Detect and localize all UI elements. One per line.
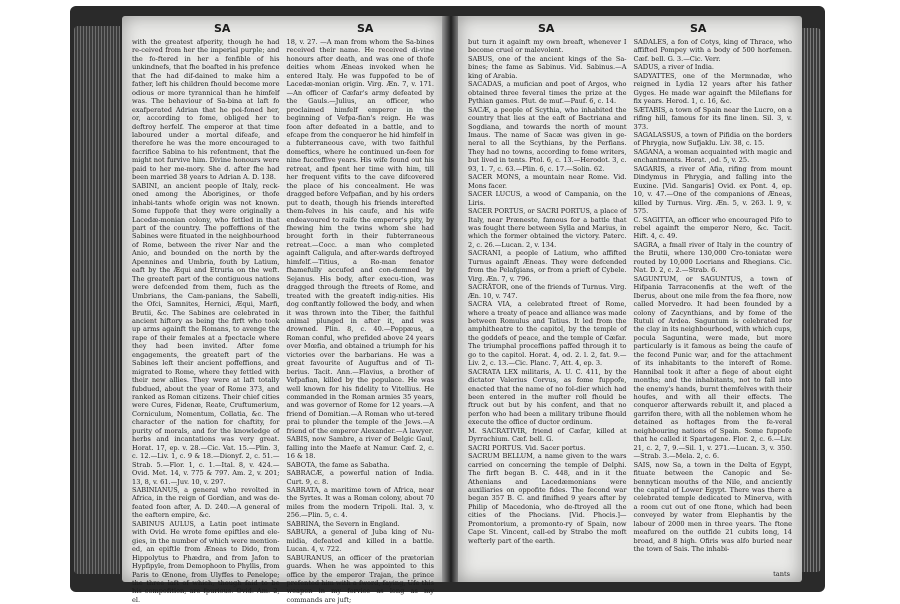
right-page-edges [799,28,821,572]
left-column-2 [286,38,435,604]
entry-sacrata-lex: SACRATA LEX militaris, A. U. C. 411, by the dictator Valerius Corvus, as fome fuppofe, enacted that the name of no fol-dier which had been entered in the mufter roll fhould be ftruck out but by his confent, and that no perfon who had been a military tribune fhould execute the office of ductor ordinum. [468,367,627,427]
right-page [458,16,802,582]
right-column-2 [634,38,793,576]
entry-sacer-mons: SACER MONS, a mountain near Rome. Vid. Mons facer. [468,173,627,190]
entry-sacrani: SACRANI, a people of Latium, who affifted Turnus againft Æneas. They were defcended from the Pelafgians, or from a prieft of Cybele. Virg. Æn. 7, v. 796. [468,249,627,283]
entry-saetabis: SÆTABIS, a town of Spain near the Lucro, on a rifing hill, famous for its fine linen. Sil. 3, v. 373. [633,105,792,131]
right-inner-head: SA [538,22,555,35]
entry-sacer-lucus: SACER LUCUS, a wood of Campania, on the Liris. [468,190,627,207]
right-outer-head: SA [690,22,707,35]
entry-sabura: SABURA, a general of Juba king of Nu-midia, defeated and killed in a battle. Lucan. 4, v. 722. [286,528,434,554]
entry-sadyattes: SADYATTES, one of the Mermnadæ, who reigned in Lydia 12 years after his father Gyges. He made war againft the Milefians for fix years. Herod. 1, c. 16, &c. [633,71,792,106]
entry-sabus: SABUS, one of the ancient kings of the Sa-bines; the fame as Sabinus. Vid. Sabinus.—A king of Arabia. [468,54,627,80]
entry-sacrativir: M. SACRATIVIR, friend of Cæfar, killed at Dyrrachium. Cæf. bell. G. [468,426,627,444]
entry-sais: SAIS, now Sa, a town in the Delta of Egypt, fituate between the Canopic and Se-bennytican mouths of the Nile, and anciently the capital of Lower Egypt. There was there a celebrated temple dedicated to Minerva, with a room cut out of one ftone, which had been conveyed by water from Elephantis by the labour of 2000 men in three years. The ftone meafured on the outfide 21 cubits long, 14 broad, and 8 high. Ofiris was alfo buried near the town of Sais. The inhabi- [633,460,792,554]
catchword: tants [773,570,790,578]
entry-sabinus-aulus: SABINUS AULUS, a Latin poet intimate with Ovid. He wrote fome epiftles and ele-gies, in the number of which were mention-ed, an epiftle from Æneas to Dido, from Hippolytus to Phædra, and from Jafon to Hypfipyle, from Demophoon to Phyllis, from Paris to Œnone, from Ulyffes to Penelope; the three laft of which, though faid to be his compofition, are fpurious. Ovid. Am. 2, el. [132,519,280,604]
entry-sadus: SADUS, a river of India. [633,63,714,72]
entry-sacrator: SACRĀTOR, one of the friends of Turnus. Virg. Æn. 10, v. 747. [468,283,627,300]
entry-sacrum-bellum: SACRUM BELLUM, a name given to the wars carried on concerning the temple of Delphi. The firft began B. C. 448, and in it the Athenians and Lacedæmonians were auxiliaries on oppofite fides. The fecond war began 357 B. C. and finifhed 9 years after by Philip of Macedonia, who de-ftroyed all the cities of the Phocians. [Vid. Phocis.]—Promontorium, a promonto-ry of Spain, now Cape St. Vincent, call-ed by Strabo the moft wefterly part of the earth. [468,452,627,545]
entry-saguntum: SAGUNTUM, or SAGUNTUS, a town of Hifpania Tarraconenfis at the weft of the Iberus, about one mile from the fea fhore, now called Morvedro. It had been founded by a colony of Zacynthians, and by fome of the Rutuli of Ardea. Saguntum is celebrated for the clay in its neighbourhood, with which cups, pocula Saguntina, were made, but more particularly is it famous as being the caufe of the fecond Punic war, and for the attachment of its inhabitants to the intereft of Rome. Hannibal took it after a fiege of about eight months; and the inhabitants, not to fall into the enemy's hands, burnt themfelves with their houfes, and with all their effects. The conqueror afterwards rebuilt it, and placed a garrifon there, with all the noblemen whom he detained as hoftages from the fe-veral neighbouring nations of Spain. Some fuppofe that he called it Spartagene. Flor. 2, c. 6.—Liv. 21, c. 2, 7, 9.—Sil. 1, v. 271.—Lucan. 3, v. 350.—Strab. 3.—Mela. 2, c. 6. [633,274,792,461]
entry-sacra-via: SACRA VIA, a celebrated ftreet of Rome, where a treaty of peace and alliance was made between Romulus and Tatius. It led from the amphitheatre to the capitol, by the temple of the goddefs of peace, and the temple of Cæfar. The triumphal proceffions paffed through it to go to the capitol. Horat. 4, od. 2. l. 2, fat. 9.—Liv. 2, c. 13.—Cic. Planc. 7, Att. 4, ep. 3. [468,300,627,368]
entry-sabina-cont: with the greatest afperity, though he had re-ceived from her the imperial purple; and the fo-ftered in her a fenfible of his unkindnefs, that fhe boafted in his prefence that fhe had dif-dained to make him a father, left his children fhould become more odious or more tyrannical than he himfelf was. The behaviour of Sa-bina at laft fo exafperated Adrian that he poi-foned her, or, according to fome, obliged her to deftroy herfelf. The emperor at that time laboured under a mortal difeafe, and therefore he was the more encouraged to facrifice Sabina to his refentment, that fhe might not furvive him. Divine honours were paid to her me-mory. She d. after fhe had been married 38 years to Adrian A. D. 138. [132,38,280,182]
entry-sacer-portus: SACER PORTUS, or SACRI PORTUS, a place of Italy, near Præneste, famous for a battle that was fought there between Sylla and Marius, in which the former obtained the victory. Paterc. 2, c. 26.—Lucan. 2, v. 134. [468,207,627,249]
entry-saburanus: SABURANUS, an officer of the prætorian guards. When he was appointed to this office by the emperor Trajan, the prince prefented him with a fword, faying, Ufe this weapon in my fervice as long as my commands are juft; [286,553,434,604]
right-column-1 [468,38,627,576]
entry-sagra: SAGRA, a fmall river of Italy in the country of the Brutii, where 130,000 Cro-toniatæ were routed by 10,000 Locrians and Rhegians. Cic. Nat. D. 2, c. 2.—Strab. 6. [633,240,792,275]
entry-sadales: SADALES, a fon of Cotys, king of Thrace, who affifted Pompey with a body of 500 horfemen. Cæf. bell. G. 3.—Cic. Verr. [633,38,792,63]
left-column-1 [132,38,280,604]
entry-saburanus-cont: but turn it againft my own breaft, whenever I become cruel or malevolent. [468,38,627,55]
entry-sagalassus: SAGALASSUS, a town of Pifidia on the borders of Phrygia, now Sufjaklu. Liv. 38, c. 15. [633,130,792,148]
left-page [122,16,444,604]
entry-sabrata: SABRATA, a maritime town of Africa, near the Syrtes. It was a Roman colony, about 70 miles from the modern Tripoli. Ital. 3, v. 256.—Plin. 5, c. 4. [286,486,434,520]
entry-sabracae: SABRACÆ, a powerful nation of India. Curt. 9, c. 8. [286,469,434,486]
entry-sacae: SACÆ, a people of Scythia, who inhabited the country that lies at the eaft of Bactriana and Sogdiana, and towards the north of mount Imaus. The name of Sacæ was given in ge-neral to all the Scythians, by the Perfians. They had no towns, according to fome writers, but lived in tents. Ptol. 6, c. 13.—Herodot. 3, c. 93, 1. 7, c. 63.—Plin. 6, c. 17.—Solin. 62. [468,105,627,173]
right-running-head [458,22,802,36]
entry-sabota: SABOTA, the fame as Sabatha. [286,460,390,469]
entry-sabrina: SABRINA, the Severn in England. [286,519,400,528]
entry-sacadas: SACADAS, a mufician and poet of Argos, who obtained three feveral times the prize at the Pythian games. Plut. de muf.—Pauf. 6, c. 14. [468,80,627,106]
left-inner-head: SA [357,22,374,35]
left-running-head [122,22,444,36]
left-page-edges [74,26,120,574]
left-outer-head: SA [214,22,231,35]
entry-sagitta: C. SAGITTA, an officer who encouraged Pifo to rebel againft the emperor Nero, &c. Tacit. Hift. 4, c. 49. [633,215,792,241]
open-book [70,6,825,604]
entry-sacri-portus: SACRI PORTUS. Vid. Sacer portus. [468,443,586,452]
entry-sagaris: SAGARIS, a river of Afia, rifing from mount Dindymus in Phrygia, and falling into the Euxine. [Vid. Sangaris] Ovid. ex Pont. 4, ep. 10, v. 47.—One of the companions of Æneas, killed by Turnus. Virg. Æn. 5, v. 263. l. 9, v. 575. [633,164,792,216]
entry-sabini: SABINI, an ancient people of Italy, reck-oned among the Aborigines, or thofe inhabi-tants whofe origin was not known. Some fuppofe that they were originally a Lacedæ-monian colony, who fettled in that part of the country. The poffeffions of the Sabines were fituated in the neighbourhood of Rome, between the river Nar and the Anio, and bounded on the north by the Apennines and Umbria, fouth by Latium, eaft by the Æqui and Etruria on the weft. The greateft part of the contiguous nations were defcended from them, fuch as the Umbrians, the Cam-panians, the Sabelli, the Ofci, Samnites, Hernici, Æqui, Marfi, Brutii, &c. The Sabines are celebrated in ancient hiftory as being the firft who took up arms againft the Romans, to avenge the rape of their females at a fpectacle where they had been invited. After fome engagements, the greateft part of the Sabines left their ancient poffeffions, and migrated to Rome, where they fettled with their new allies. They were at laft totally fubdued, about the year of Rome 373, and ranked as Roman citizens. Their chief cities were Cures, Fidenæ, Reate, Cruftumerium, Corniculum, Nomentum, Collatia, &c. The character of the nation for chaftity, for purity of morals, and for the knowledge of herbs and incantations was very great. Horat. 17, ep. v. 28.—Cic. Vat. 15.—Plin. 3, c. 12.—Liv. 1, c. 9 & 18.—Dionyf. 2, c. 51.—Strab. 5.—Flor. 1, c. 1.—Ital. 8, v. 424.—Ovid. Met. 14, v. 775 & 797. Am. 2, v. 201; 13, 8, v. 61.—Juv. 10, v. 297. [132,181,280,486]
entry-sabinus-cont: 18, v. 27. —A man from whom the Sa-bines received their name. He received di-vine honours after death, and was one of thofe deities whom Æneas invoked when he entered Italy. He was fuppofed to be of Lacedæ-monian origin. Virg. Æn. 7, v. 171.—An officer of Cæfar's army defeated by the Gauls.—Julius, an officer, who proclaimed himfelf emperor in the beginning of Vefpa-fian's reign. He was foon after defeated in a battle, and to efcape from the conqueror he hid himfelf in a fubterraneous cave, with two faithful domeftics, where he continued un-feen for nine fucceffive years. His wife found out his retreat, and fpent her time with him, till her frequent vifits to the cave difcovered the place of his concealment. He was dragged before Vefpafian, and by his orders put to death, though his friends interefted them-felves in his caufe, and his wife endeavoured to raife the emperor's pity, by fhewing him the twins whom she had brought forth in their fubterraneous retreat.—Cocc. a man who completed againft Caligula, and after-wards deftroyed himfelf.—Titius, a Ro-man fenator fhamefully accufed and con-demned by Sejanus. His body, after execu-tion, was dragged through the ftreets of Rome, and treated with the greateft indig-nities. His dog conftantly followed the body, and when it was thrown into the Tiber, the faithful animal plunged in after it, and was drowned. Plin. 8, c. 40.—Poppæus, a Roman conful, who prefided above 24 years over Mœfia, and obtained a triumph for his victories over the barbarians. He was a great favourite of Auguftus and of Ti-berius. Tacit. Ann.—Flavius, a brother of Vefpafian, killed by the populace. He was well known for his fidelity to Vitellius. He commanded in the Roman armies 35 years, and was governor of Rome for 12 years.—A friend of Domitian.—A Roman who ut-tered prai to plunder the temple of the Jews.—A friend of the emperor Alexander.—A lawyer. [286,38,434,435]
entry-sagana: SAGANA, a woman acquainted with magic and enchantments. Horat. ,od. 5, v. 25. [633,147,792,165]
entry-sabinianus: SABINIANUS, a general who revolted in Africa, in the reign of Gordian, and was de-feated foon after, A. D. 240.—A general of the eaftern empire, &c. [132,486,280,520]
entry-sabis: SABIS, now Sambre, a river of Belgic Gaul, falling into the Maefe at Namur. Cæf. 2, c. 16 & 18. [286,435,434,461]
